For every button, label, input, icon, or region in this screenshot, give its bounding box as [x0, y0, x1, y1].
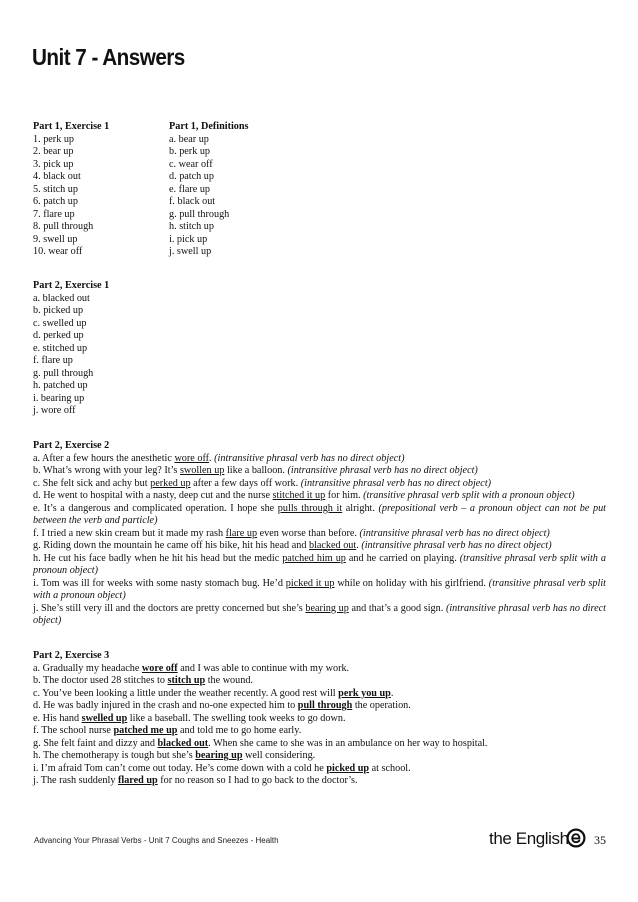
list-item	[33, 465, 606, 478]
part2-exercise2	[33, 440, 606, 628]
sentence-text: like a balloon.	[224, 465, 288, 476]
list-item: a. blacked out	[33, 292, 90, 304]
list-item	[33, 750, 606, 763]
sentence-text: d. He went to hospital with a nasty, deep cut and the nurse	[33, 490, 273, 501]
list-item: b. picked up	[33, 305, 84, 316]
sentence-text: i. I’m afraid Tom can’t come out today. He’s come down with a cold he	[33, 762, 327, 774]
answer-list	[33, 453, 606, 628]
list-item: f. black out	[169, 196, 216, 207]
list-item: 5. stitch up	[33, 183, 78, 195]
sentence-text: c. You’ve been looking a little under the weather recently. A good rest will	[33, 687, 339, 699]
grammar-note: (intransitive phrasal verb has no direct object)	[287, 465, 478, 476]
sentence-text: like a baseball. The swelling took weeks to go down.	[127, 712, 346, 724]
answer-list	[33, 663, 606, 788]
list-item: 9. swell up	[33, 233, 78, 245]
sentence-text: the operation.	[352, 700, 411, 711]
list-item: f. flare up	[33, 355, 73, 366]
grammar-note: (intransitive phrasal verb has no direct object)	[361, 540, 552, 551]
list-item	[33, 663, 606, 676]
list-item: 10. wear off	[33, 246, 83, 257]
grammar-note: (intransitive phrasal verb has no direct object)	[359, 527, 550, 539]
sentence-text: for no reason so I had to go back to the doctor’s.	[157, 775, 358, 786]
sentence-text: and he carried on playing.	[345, 552, 460, 564]
list-item: d. perked up	[33, 330, 84, 341]
page-title: Unit 7 - Answers	[32, 44, 185, 70]
sentence-text: c. She felt sick and achy but	[33, 477, 151, 489]
list-item: j. swell up	[169, 246, 212, 257]
phrasal-verb: blacked out	[308, 540, 357, 551]
answer-list	[33, 134, 163, 259]
list-item: g. pull through	[169, 208, 230, 220]
phrasal-verb: pull through	[297, 700, 353, 711]
phrasal-verb: wore off	[174, 452, 210, 464]
sentence-text: and told me to go home early.	[177, 725, 302, 736]
list-item	[33, 763, 606, 776]
phrasal-verb: stitch up	[167, 675, 206, 686]
list-item	[33, 490, 606, 503]
list-item: 6. patch up	[33, 196, 78, 207]
grammar-note: (transitive phrasal verb split with a pronoun object)	[33, 552, 606, 576]
section-heading: Part 2, Exercise 1	[33, 280, 110, 291]
phrasal-verb: bearing up	[305, 602, 349, 614]
grammar-note: (intransitive phrasal verb has no direct object)	[300, 477, 492, 489]
list-item	[33, 503, 606, 528]
sentence-text: alright.	[342, 502, 379, 514]
sentence-text: a. Gradually my headache	[33, 662, 142, 674]
phrasal-verb: bearing up	[195, 750, 243, 761]
sentence-text: at school.	[369, 762, 411, 774]
list-item	[33, 478, 606, 491]
sentence-text: g. She felt faint and dizzy and	[33, 737, 158, 749]
sentence-text: e. His hand	[33, 712, 82, 724]
phrasal-verb: flared up	[117, 775, 158, 786]
list-item	[33, 738, 606, 751]
sentence-text: .	[356, 540, 362, 551]
sentence-text: while on holiday with his girlfriend.	[334, 577, 489, 589]
list-item: 8. pull through	[33, 221, 94, 232]
list-item	[33, 540, 606, 553]
part2-exercise3	[33, 650, 606, 788]
list-item	[33, 775, 606, 788]
phrasal-verb: flare up	[225, 527, 258, 539]
section-heading: Part 2, Exercise 2	[33, 440, 110, 451]
list-item	[33, 603, 606, 628]
phrasal-verb: swelled up	[81, 712, 128, 724]
sentence-text: .	[209, 452, 215, 464]
sentence-text: d. He was badly injured in the crash and no-one expected him to	[33, 700, 298, 711]
list-item: j. wore off	[33, 405, 76, 416]
answer-list	[33, 293, 606, 418]
phrasal-verb: swollen up	[179, 465, 225, 476]
list-item: g. pull through	[33, 367, 94, 379]
grammar-note: (transitive phrasal verb split with a pronoun object)	[33, 577, 606, 601]
list-item: 3. pick up	[33, 158, 74, 170]
section-heading: Part 2, Exercise 3	[33, 650, 110, 661]
sentence-text: i. Tom was ill for weeks with some nasty stomach bug. He’d	[33, 577, 286, 589]
list-item: 7. flare up	[33, 208, 75, 220]
list-item: 4. black out	[33, 171, 81, 182]
sentence-text: j. She’s still very ill and the doctors are pretty concerned but she’s	[33, 602, 306, 614]
page-number: 35	[594, 833, 606, 847]
list-item	[33, 553, 606, 578]
sentence-text: . When she came to she was in an ambulance on her way to hospital.	[208, 737, 488, 749]
list-item: 1. perk up	[33, 133, 75, 145]
part2-exercise1	[33, 280, 606, 418]
section-heading: Part 1, Exercise 1	[33, 121, 110, 132]
phrasal-verb: patched me up	[113, 725, 178, 736]
sentence-text: j. The rash suddenly	[33, 775, 118, 786]
part1-exercise1	[33, 121, 163, 259]
list-item: h. patched up	[33, 380, 88, 391]
answer-list	[169, 134, 319, 259]
sentence-text: for him.	[325, 490, 364, 501]
list-item	[33, 713, 606, 726]
sentence-text: after a few days off work.	[190, 477, 301, 489]
sentence-text: even worse than before.	[257, 527, 360, 539]
list-item: c. wear off	[169, 158, 213, 170]
list-item: e. flare up	[169, 183, 211, 195]
sentence-text: h. He cut his face badly when he hit his head but the medic	[33, 552, 283, 564]
list-item: c. swelled up	[33, 317, 87, 329]
sentence-text: f. The school nurse	[33, 725, 114, 736]
sentence-text: a. After a few hours the anesthetic	[33, 452, 175, 464]
grammar-note: (transitive phrasal verb split with a pronoun object)	[363, 490, 575, 501]
phrasal-verb: wore off	[141, 662, 178, 674]
list-item	[33, 528, 606, 541]
phrasal-verb: stitched it up	[272, 490, 326, 501]
list-item: e. stitched up	[33, 342, 88, 354]
phrasal-verb: perk you up	[338, 687, 391, 699]
list-item	[33, 675, 606, 688]
sentence-text: well considering.	[242, 750, 316, 761]
footer-text: Advancing Your Phrasal Verbs - Unit 7 Coughs and Sneezes - Health	[34, 836, 279, 845]
grammar-note: (prepositional verb – a pronoun object can not be put between the verb and particle)	[33, 502, 606, 526]
sentence-text: e. It’s a dangerous and complicated operation. I hope she	[33, 502, 278, 514]
sentence-text: the wound.	[205, 675, 253, 686]
sentence-text: g. Riding down the mountain he came off his bike, hit his head and	[33, 540, 309, 551]
list-item	[33, 725, 606, 738]
list-item	[33, 578, 606, 603]
list-item	[33, 453, 606, 466]
e-logo-icon	[566, 828, 586, 848]
list-item	[33, 700, 606, 713]
phrasal-verb: pulls through it	[277, 502, 343, 514]
list-item: 2. bear up	[33, 146, 74, 157]
list-item: d. patch up	[169, 171, 214, 182]
list-item: i. bearing up	[33, 392, 85, 404]
list-item: b. perk up	[169, 146, 211, 157]
sentence-text: b. What’s wrong with your leg? It’s	[33, 465, 180, 476]
sentence-text: and that’s a good sign.	[348, 602, 446, 614]
phrasal-verb: perked up	[150, 477, 191, 489]
phrasal-verb: picked up	[326, 762, 370, 774]
list-item: a. bear up	[169, 133, 209, 145]
part1-definitions	[169, 121, 319, 259]
sentence-text: and I was able to continue with my work.	[177, 662, 350, 674]
list-item: i. pick up	[169, 233, 208, 245]
list-item: h. stitch up	[169, 221, 214, 232]
sentence-text: f. I tried a new skin cream but it made my rash	[33, 527, 226, 539]
section-heading: Part 1, Definitions	[169, 121, 249, 132]
phrasal-verb: patched him up	[282, 552, 346, 564]
brand-name: the English	[489, 829, 569, 848]
phrasal-verb: blacked out	[157, 737, 209, 749]
grammar-note: (intransitive phrasal verb has no direct object)	[33, 602, 606, 626]
sentence-text: .	[390, 687, 394, 699]
phrasal-verb: picked it up	[285, 577, 335, 589]
sentence-text: h. The chemotherapy is tough but she’s	[33, 750, 196, 761]
list-item	[33, 688, 606, 701]
sentence-text: b. The doctor used 28 stitches to	[33, 675, 168, 686]
grammar-note: (intransitive phrasal verb has no direct object)	[214, 452, 405, 464]
